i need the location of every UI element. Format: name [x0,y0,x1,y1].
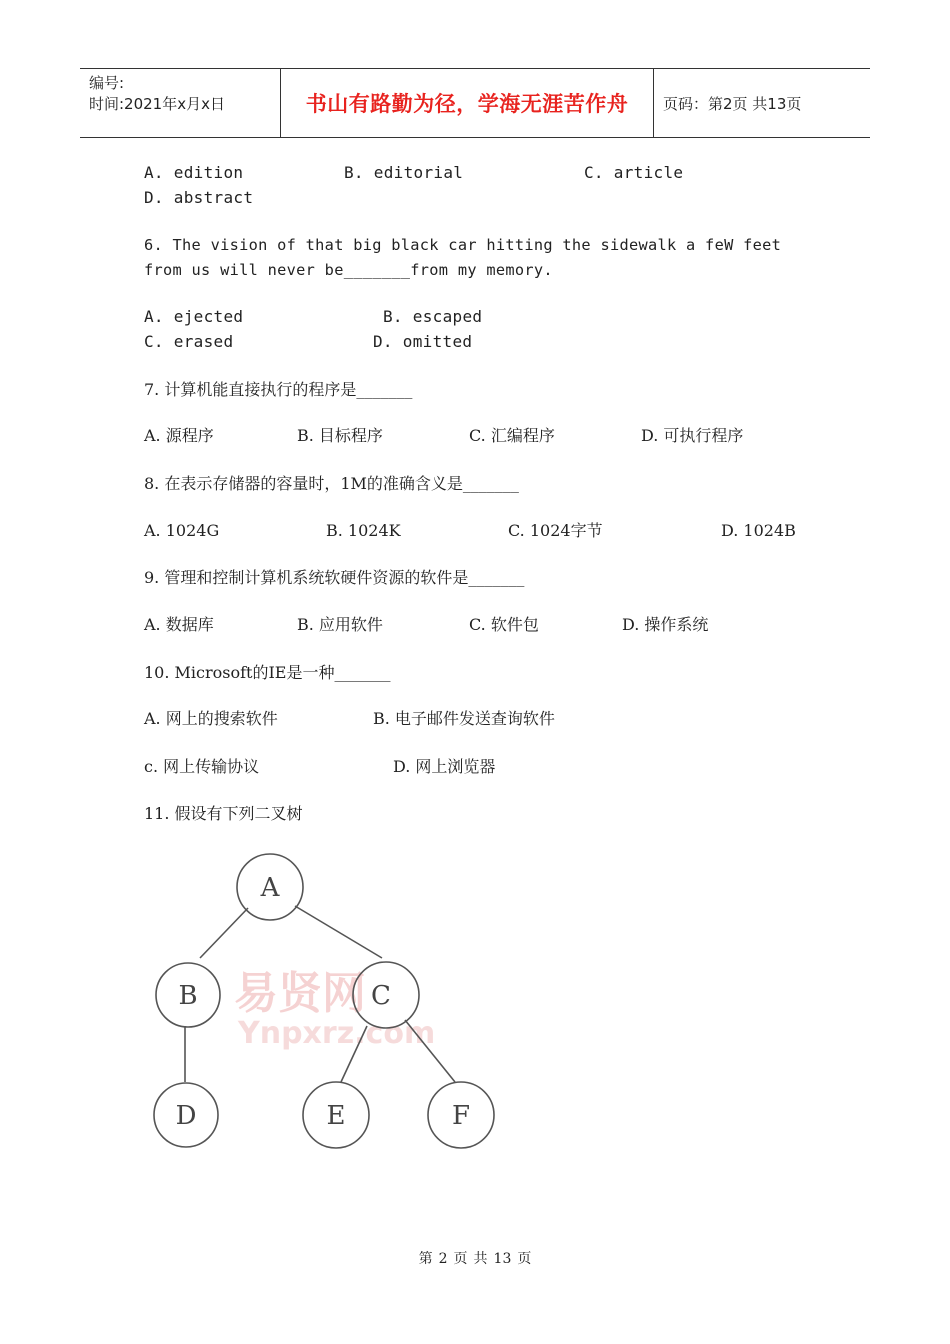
page-info: 页码：第2页 共13页 [663,94,802,113]
q7-option-a: A. 源程序 [144,426,214,445]
time-label: 时间:2021年x月x日 [89,95,225,113]
q9-stem: 9. 管理和控制计算机系统软硬件资源的软件是_______ [144,568,525,587]
q9-option-a: A. 数据库 [144,615,214,634]
q8-stem: 8. 在表示存储器的容量时，1M的准确含义是_______ [144,474,519,493]
q7-stem: 7. 计算机能直接执行的程序是_______ [144,380,413,399]
q6-option-d: D. omitted [373,332,473,351]
edge-a-c [295,906,382,958]
q10-option-d: D. 网上浏览器 [393,757,496,776]
q6-option-b: B. escaped [383,307,483,326]
q6-option-c: C. erased [144,332,234,351]
q5-option-d: D. abstract [144,188,254,207]
q8-option-b: B. 1024K [326,521,401,540]
footer-di: 第 [418,1251,433,1267]
q6-option-a: A. ejected [144,307,244,326]
q7-option-d: D. 可执行程序 [641,426,744,445]
footer-ye: 页 [453,1251,468,1267]
watermark-en: Ynpxrz.com [238,1016,436,1051]
edge-a-b [200,908,248,958]
q9-option-d: D. 操作系统 [622,615,709,634]
footer-gong: 共 [473,1251,488,1267]
q11-stem: 11. 假设有下列二叉树 [144,804,303,823]
page-header [80,68,870,138]
header-motto-cell [281,69,654,137]
node-f-label: F [451,1101,471,1131]
node-d-label: D [175,1101,197,1131]
page-footer [0,1248,950,1268]
footer-page-number: 2 [438,1251,448,1267]
q10-option-b: B. 电子邮件发送查询软件 [373,709,555,728]
node-c-label: C [371,981,391,1011]
q10-option-a: A. 网上的搜索软件 [144,709,278,728]
q8-option-d: D. 1024B [721,521,796,540]
code-label: 编号: [89,74,125,92]
q10-stem: 10. Microsoft的IE是一种_______ [144,663,391,682]
q6-stem-line1: 6. The vision of that big black car hitting the sidewalk a feW feet [144,236,782,254]
q8-option-a: A. 1024G [144,521,220,540]
motto-text: 书山有路勤为径，学海无涯苦作舟 [305,92,629,116]
q5-option-a: A. edition [144,163,244,182]
q10-option-c: c. 网上传输协议 [144,757,260,776]
binary-tree-diagram [150,850,510,1160]
q9-option-b: B. 应用软件 [297,615,383,634]
header-left-cell [80,69,281,137]
q5-option-c: C. article [584,163,684,182]
watermark-cn: 易贤网 [234,968,366,1019]
q8-option-c: C. 1024字节 [508,521,603,540]
q5-option-b: B. editorial [344,163,464,182]
node-b-label: B [178,981,198,1011]
node-e-label: E [326,1101,346,1131]
header-page-cell [654,69,879,137]
q6-stem-line2: from us will never be_______from my memory. [144,261,553,279]
node-a-label: A [260,873,280,903]
q7-option-c: C. 汇编程序 [469,426,555,445]
footer-total-pages: 13 [493,1251,512,1267]
q7-option-b: B. 目标程序 [297,426,383,445]
footer-ye-2: 页 [517,1251,532,1267]
q9-option-c: C. 软件包 [469,615,539,634]
